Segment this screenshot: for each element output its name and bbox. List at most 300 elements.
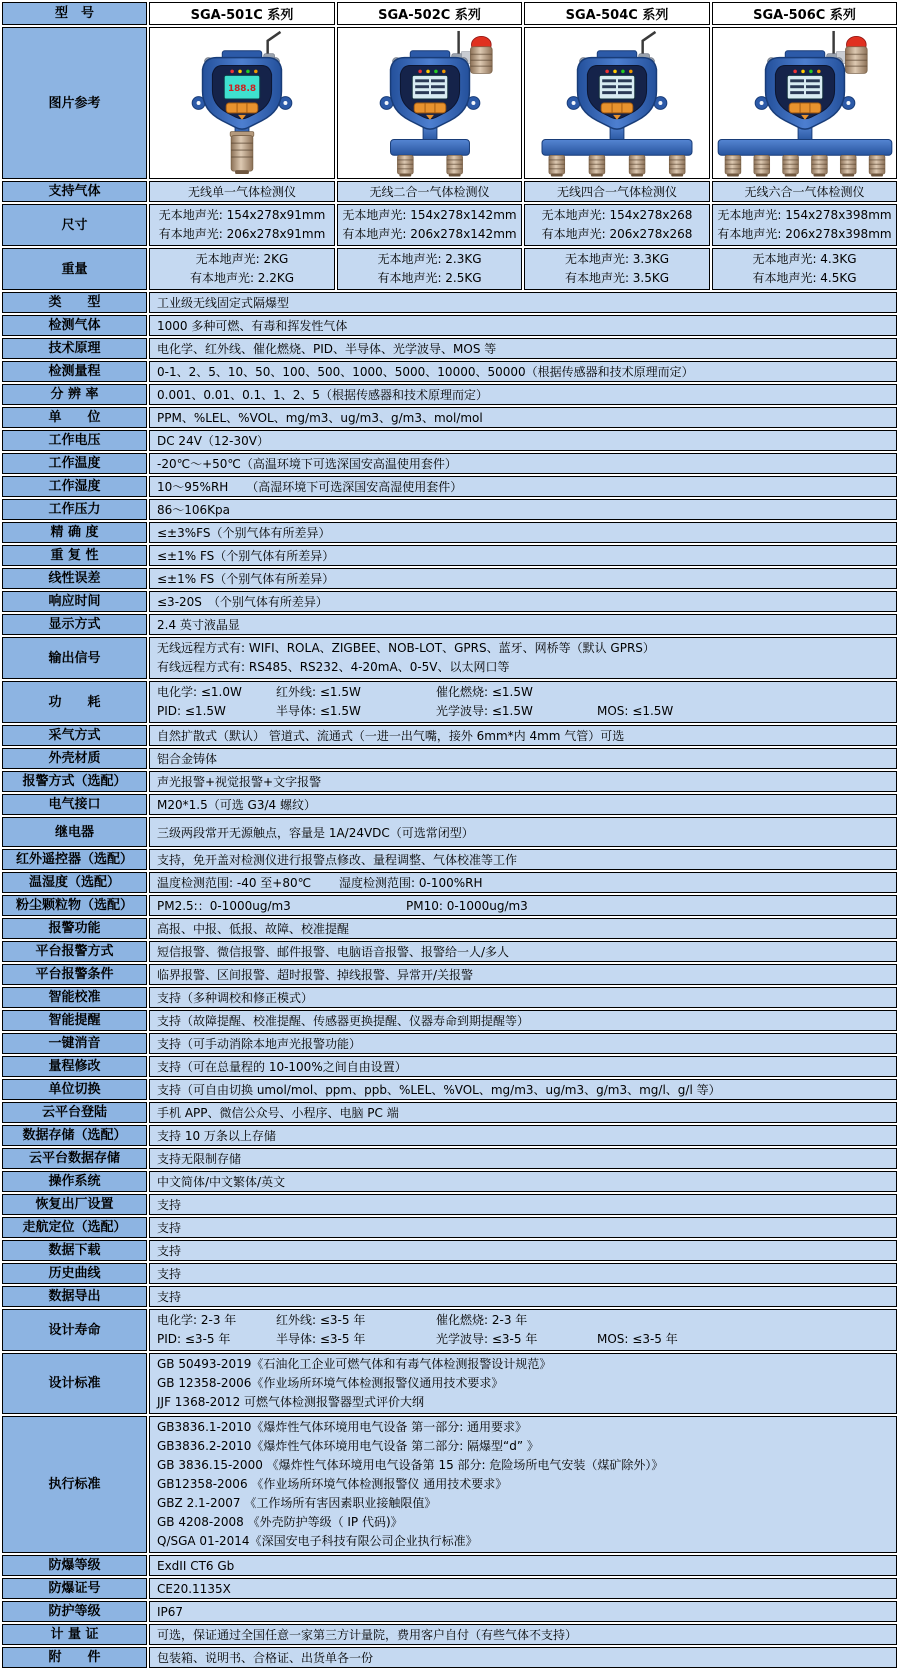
- gas-sensor-probe: [669, 155, 685, 176]
- value-line: 支持: [157, 1244, 182, 1258]
- table-row: [2, 361, 897, 382]
- row-label: 分 辨 率: [2, 384, 147, 405]
- value-segment: 半导体: ≤3-5 年: [276, 1332, 366, 1346]
- row-label: 防爆证号: [2, 1578, 147, 1599]
- row-label: 设计标准: [2, 1353, 147, 1414]
- row-label: 报警功能: [2, 918, 147, 939]
- table-row: [2, 1416, 897, 1553]
- row-label: 采气方式: [2, 725, 147, 746]
- row-value: [149, 361, 897, 382]
- row-label: 工作压力: [2, 499, 147, 520]
- value-line: 有线远程方式有: RS485、RS232、4-20mA、0-5V、以太网口等: [157, 660, 510, 674]
- value-line: 铝合金铸体: [157, 752, 218, 766]
- value-line: 电化学、红外线、催化燃烧、PID、半导体、光学波导、MOS 等: [157, 342, 497, 356]
- product-image-cell: [712, 27, 897, 179]
- value-line: [157, 683, 889, 702]
- row-label: 粉尘颗粒物（选配）: [2, 895, 147, 916]
- value-segment: 光学波导: ≤3-5 年: [436, 1332, 538, 1346]
- value-line: 有本地声光: 206x278x142mm: [342, 227, 517, 241]
- row-label: 平台报警方式: [2, 941, 147, 962]
- value-line: ≤±1% FS（个别气体有所差异）: [157, 572, 335, 586]
- value-line: 支持（多种调校和修正模式）: [157, 991, 314, 1005]
- product-image-cell: [524, 27, 710, 179]
- table-row: [2, 964, 897, 985]
- value-segment: PID: ≤3-5 年: [157, 1332, 231, 1346]
- row-value: [149, 1010, 897, 1031]
- value-line: 无本地声光: 4.3KG: [752, 252, 857, 266]
- model-header-row: [2, 2, 897, 25]
- row-value: [149, 1601, 897, 1622]
- gas-sensor-probe: [782, 155, 798, 176]
- row-value: [149, 1079, 897, 1100]
- wireless-4in1-gas-detector-illustration: [526, 28, 708, 178]
- row-label: 重 复 性: [2, 545, 147, 566]
- row-value: [524, 248, 710, 290]
- row-value: [149, 315, 897, 336]
- table-row: [2, 1578, 897, 1599]
- gas-sensor-probe: [725, 155, 741, 176]
- row-value: [149, 614, 897, 635]
- row-value: [149, 338, 897, 359]
- value-line: JJF 1368-2012 可燃气体检测报警器型式评价大纲: [157, 1395, 425, 1409]
- value-line: 支持，免开盖对检测仪进行报警点修改、量程调整、气体校准等工作: [157, 853, 518, 867]
- gas-sensor-probe: [589, 155, 605, 176]
- table-row: [2, 1125, 897, 1146]
- row-label: 精 确 度: [2, 522, 147, 543]
- value-line: 有本地声光: 2.2KG: [189, 271, 295, 285]
- value-segment: 催化燃烧: 2-3 年: [436, 1313, 528, 1327]
- row-value: [149, 637, 897, 679]
- value-line: PPM、%LEL、%VOL、mg/m3、ug/m3、g/m3、mol/mol: [157, 411, 483, 425]
- row-value: [149, 872, 897, 893]
- value-segment: MOS: ≤1.5W: [597, 704, 674, 718]
- value-segment: 温度检测范围: -40 至+80℃: [157, 876, 312, 890]
- table-row: [2, 1601, 897, 1622]
- value-segment: 红外线: ≤1.5W: [276, 685, 361, 699]
- row-label: 历史曲线: [2, 1263, 147, 1284]
- row-value: [149, 1217, 897, 1238]
- table-row: [2, 315, 897, 336]
- gas-sensor-probe: [811, 155, 827, 176]
- value-segment: 湿度检测范围: 0-100%RH: [339, 876, 483, 890]
- model-header-1: SGA-502C 系列: [337, 2, 522, 25]
- keypad: [226, 103, 258, 113]
- table-row: [2, 545, 897, 566]
- value-line: 无线远程方式有: WIFI、ROLA、ZIGBEE、NOB-LOT、GPRS、蓝牙、网桥等（默认 GPRS）: [157, 641, 655, 655]
- value-line: [157, 1330, 889, 1349]
- value-line: ≤±3%FS（个别气体有所差异）: [157, 526, 331, 540]
- row-label: 重量: [2, 248, 147, 290]
- value-line: 1000 多种可燃、有毒和挥发性气体: [157, 319, 348, 333]
- row-value: [524, 204, 710, 246]
- row-value: [149, 1194, 897, 1215]
- gas-sensor-probe: [753, 155, 769, 176]
- value-line: 有本地声光: 206x278x398mm: [717, 227, 892, 241]
- row-label: 工作电压: [2, 430, 147, 451]
- value-line: 工业级无线固定式隔爆型: [157, 296, 290, 310]
- row-label: 数据导出: [2, 1286, 147, 1307]
- spec-table-body: [2, 2, 897, 1668]
- row-value: [149, 918, 897, 939]
- table-row: [2, 895, 897, 916]
- value-line: 0-1、2、5、10、50、100、500、1000、5000、10000、50000（根据传感器和技术原理而定）: [157, 365, 694, 379]
- table-row: [2, 817, 897, 847]
- value-line: 无本地声光: 154x278x398mm: [717, 208, 892, 222]
- row-value: [149, 1555, 897, 1576]
- value-line: 手机 APP、微信公众号、小程序、电脑 PC 端: [157, 1106, 399, 1120]
- row-label: 附 件: [2, 1647, 147, 1668]
- row-value: [149, 1309, 897, 1351]
- value-line: ExdII CT6 Gb: [157, 1558, 235, 1573]
- row-label: 工作湿度: [2, 476, 147, 497]
- value-line: 三级两段常开无源触点，容量是 1A/24VDC（可选常闭型）: [157, 825, 474, 840]
- value-line: 支持无限制存储: [157, 1152, 242, 1166]
- table-row: [2, 1056, 897, 1077]
- product-image-cell: [337, 27, 522, 179]
- value-line: 高报、中报、低报、故障、校准提醒: [157, 922, 350, 936]
- row-value: [149, 407, 897, 428]
- row-label: 单位切换: [2, 1079, 147, 1100]
- row-label: 电气接口: [2, 794, 147, 815]
- row-value: [149, 1353, 897, 1414]
- value-segment: 光学波导: ≤1.5W: [436, 704, 533, 718]
- value-segment: 催化燃烧: ≤1.5W: [436, 685, 533, 699]
- gas-sensor-probe: [629, 155, 645, 176]
- table-row: [2, 849, 897, 870]
- table-row: [2, 1171, 897, 1192]
- table-row: [2, 407, 897, 428]
- table-row: [2, 1217, 897, 1238]
- row-label: 显示方式: [2, 614, 147, 635]
- table-row: [2, 181, 897, 202]
- value-line: 短信报警、微信报警、邮件报警、电脑语音报警、报警给一人/多人: [157, 945, 510, 959]
- value-line: 86～106Kpa: [157, 503, 231, 517]
- row-label: 工作温度: [2, 453, 147, 474]
- row-value: [149, 1033, 897, 1054]
- row-label: 操作系统: [2, 1171, 147, 1192]
- table-row: [2, 681, 897, 723]
- keypad: [601, 103, 633, 113]
- row-value: [149, 895, 897, 916]
- row-value: [149, 453, 897, 474]
- gas-sensor-probe: [446, 155, 462, 176]
- value-line: GB12358-2006 《作业场所环境气体检测报警仪 通用技术要求》: [157, 1477, 508, 1491]
- row-value: [149, 1171, 897, 1192]
- value-line: 无本地声光: 154x278x268: [541, 208, 693, 222]
- table-row: [2, 591, 897, 612]
- table-row: [2, 1079, 897, 1100]
- row-value: [149, 1647, 897, 1668]
- value-line: 无本地声光: 2.3KG: [377, 252, 482, 266]
- model-header-label: 型 号: [2, 2, 147, 25]
- row-value: [149, 591, 897, 612]
- value-line: 0.001、0.01、0.1、1、2、5（根据传感器和技术原理而定）: [157, 388, 489, 402]
- value-segment: 电化学: 2-3 年: [157, 1313, 237, 1327]
- row-label: 线性误差: [2, 568, 147, 589]
- value-line: 10～95%RH （高湿环境下可选深国安高湿使用套件）: [157, 480, 463, 494]
- model-header-2: SGA-504C 系列: [524, 2, 710, 25]
- row-value: 无线二合一气体检测仪: [337, 181, 522, 202]
- table-row: [2, 522, 897, 543]
- row-label: 支持气体: [2, 181, 147, 202]
- manifold-bar: [390, 140, 469, 156]
- row-value: [149, 1240, 897, 1261]
- row-value: [337, 248, 522, 290]
- row-value: [149, 204, 335, 246]
- table-row: [2, 748, 897, 769]
- wireless-single-gas-detector-illustration: [151, 28, 333, 178]
- row-label: 云平台登陆: [2, 1102, 147, 1123]
- row-label: 类 型: [2, 292, 147, 313]
- table-row: [2, 1010, 897, 1031]
- value-line: 支持（可自由切换 umol/mol、ppm、ppb、%LEL、%VOL、mg/m3、ug/m3、g/m3、mg/l、g/l 等）: [157, 1083, 721, 1097]
- row-value: [149, 771, 897, 792]
- row-label: 红外遥控器（选配）: [2, 849, 147, 870]
- row-label: 防爆等级: [2, 1555, 147, 1576]
- table-row: [2, 453, 897, 474]
- value-segment: PM10: 0-1000ug/m3: [406, 899, 528, 913]
- row-label: 响应时间: [2, 591, 147, 612]
- table-row: [2, 872, 897, 893]
- value-line: 有本地声光: 3.5KG: [564, 271, 670, 285]
- row-value: [149, 384, 897, 405]
- value-line: GBZ 2.1-2007 《工作场所有害因素职业接触限值》: [157, 1496, 437, 1510]
- row-value: [149, 1416, 897, 1553]
- table-row: [2, 987, 897, 1008]
- value-line: 中文简体/中文繁体/英文: [157, 1175, 286, 1189]
- manifold-bar: [718, 140, 892, 156]
- value-line: GB 50493-2019《石油化工企业可燃气体和有毒气体检测报警设计规范》: [157, 1357, 552, 1371]
- table-row: [2, 918, 897, 939]
- row-value: [149, 430, 897, 451]
- value-line: 临界报警、区间报警、超时报警、掉线报警、异常开/关报警: [157, 968, 474, 982]
- table-row: [2, 725, 897, 746]
- value-line: 有本地声光: 206x278x91mm: [158, 227, 326, 241]
- table-row: [2, 499, 897, 520]
- value-line: 无本地声光: 154x278x142mm: [342, 208, 517, 222]
- value-line: 无本地声光: 3.3KG: [564, 252, 670, 266]
- table-row: [2, 1033, 897, 1054]
- table-row: [2, 1148, 897, 1169]
- table-row: [2, 1102, 897, 1123]
- row-value: [149, 817, 897, 847]
- model-header-0: SGA-501C 系列: [149, 2, 335, 25]
- table-row: [2, 794, 897, 815]
- row-label: 防护等级: [2, 1601, 147, 1622]
- row-value: [149, 964, 897, 985]
- table-row: [2, 1624, 897, 1645]
- row-value: 无线单一气体检测仪: [149, 181, 335, 202]
- row-label: 功 耗: [2, 681, 147, 723]
- product-image-row: [2, 27, 897, 179]
- table-row: [2, 614, 897, 635]
- table-row: [2, 1286, 897, 1307]
- row-label: 报警方式（选配）: [2, 771, 147, 792]
- value-line: 声光报警+视觉报警+文字报警: [157, 775, 322, 789]
- table-row: [2, 204, 897, 246]
- model-header-3: SGA-506C 系列: [712, 2, 897, 25]
- row-value: [149, 568, 897, 589]
- row-label: 智能提醒: [2, 1010, 147, 1031]
- table-row: [2, 338, 897, 359]
- value-segment: MOS: ≤3-5 年: [597, 1332, 678, 1346]
- value-line: 2.4 英寸液晶显: [157, 618, 240, 632]
- row-value: [149, 1148, 897, 1169]
- gas-sensor-probe: [869, 155, 885, 176]
- keypad: [414, 103, 446, 113]
- row-value: [149, 1263, 897, 1284]
- row-value: [149, 725, 897, 746]
- table-row: [2, 1263, 897, 1284]
- table-row: [2, 771, 897, 792]
- table-row: [2, 248, 897, 290]
- row-value: [712, 248, 897, 290]
- row-label: 平台报警条件: [2, 964, 147, 985]
- value-line: [157, 1311, 889, 1330]
- value-line: 包装箱、说明书、合格证、出货单各一份: [157, 1651, 374, 1665]
- value-line: GB3836.1-2010《爆炸性气体环境用电气设备 第一部分: 通用要求》: [157, 1420, 528, 1434]
- row-value: [149, 681, 897, 723]
- row-label: 量程修改: [2, 1056, 147, 1077]
- row-label: 数据存储（选配）: [2, 1125, 147, 1146]
- svg-text:188.8: 188.8: [227, 84, 257, 95]
- row-label: 走航定位（选配）: [2, 1217, 147, 1238]
- table-row: [2, 568, 897, 589]
- row-value: [149, 748, 897, 769]
- value-segment: 电化学: ≤1.0W: [157, 685, 242, 699]
- row-label: 输出信号: [2, 637, 147, 679]
- table-row: [2, 476, 897, 497]
- value-line: ≤±1% FS（个别气体有所差异）: [157, 549, 335, 563]
- row-value: [149, 292, 897, 313]
- value-line: -20℃～+50℃（高温环境下可选深国安高温使用套件）: [157, 457, 457, 471]
- row-label: 恢复出厂设置: [2, 1194, 147, 1215]
- table-row: [2, 384, 897, 405]
- value-line: GB3836.2-2010《爆炸性气体环境用电气设备 第二部分: 隔爆型“d” 》: [157, 1439, 539, 1453]
- keypad: [789, 103, 821, 113]
- row-value: [149, 849, 897, 870]
- row-value: [149, 941, 897, 962]
- value-line: 支持（可在总量程的 10-100%之间自由设置）: [157, 1060, 407, 1074]
- value-line: 无本地声光: 154x278x91mm: [158, 208, 326, 222]
- value-segment: 红外线: ≤3-5 年: [276, 1313, 366, 1327]
- table-row: [2, 941, 897, 962]
- value-line: [157, 897, 889, 914]
- value-line: 支持（故障提醒、校准提醒、传感器更换提醒、仪器寿命到期提醒等）: [157, 1014, 530, 1028]
- row-value: 无线四合一气体检测仪: [524, 181, 710, 202]
- row-value: [149, 1578, 897, 1599]
- table-row: [2, 1353, 897, 1414]
- table-row: [2, 1555, 897, 1576]
- row-value: [149, 499, 897, 520]
- value-line: 可选，保证通过全国任意一家第三方计量院，费用客户自付（有些气体不支持）: [157, 1628, 578, 1642]
- row-value: [149, 545, 897, 566]
- product-image-cell: [149, 27, 335, 179]
- value-segment: PM2.5:：0-1000ug/m3: [157, 899, 291, 913]
- value-line: 支持（可手动消除本地声光报警功能）: [157, 1037, 362, 1051]
- value-line: IP67: [157, 1604, 184, 1619]
- row-value: [149, 1286, 897, 1307]
- row-label: 继电器: [2, 817, 147, 847]
- row-value: [149, 794, 897, 815]
- value-line: GB 12358-2006《作业场所环境气体检测报警仪通用技术要求》: [157, 1376, 504, 1390]
- value-line: GB 4208-2008 《外壳防护等级（ IP 代码)》: [157, 1515, 403, 1529]
- row-value: [149, 1056, 897, 1077]
- row-label: 设计寿命: [2, 1309, 147, 1351]
- row-label: 技术原理: [2, 338, 147, 359]
- row-label: 智能校准: [2, 987, 147, 1008]
- value-line: 有本地声光: 2.5KG: [377, 271, 482, 285]
- value-line: 支持: [157, 1290, 182, 1304]
- row-value: 无线六合一气体检测仪: [712, 181, 897, 202]
- value-line: GB 3836.15-2000 《爆炸性气体环境用电气设备第 15 部分: 危险场所电气安装（煤矿除外）》: [157, 1458, 664, 1472]
- row-label: 检测量程: [2, 361, 147, 382]
- value-line: CE20.1135X: [157, 1581, 231, 1596]
- table-row: [2, 1309, 897, 1351]
- row-value: [149, 1125, 897, 1146]
- table-row: [2, 1647, 897, 1668]
- row-value: [149, 522, 897, 543]
- row-value: [149, 1624, 897, 1645]
- value-line: 支持: [157, 1267, 182, 1281]
- value-segment: 半导体: ≤1.5W: [276, 704, 361, 718]
- value-line: 有本地声光: 206x278x268: [541, 227, 693, 241]
- row-value: [149, 248, 335, 290]
- value-line: Q/SGA 01-2014《深国安电子科技有限公司企业执行标准》: [157, 1534, 478, 1548]
- value-line: 自然扩散式（默认） 管道式、流通式（一进一出气嘴，接外 6mm*内 4mm 气管）可选: [157, 729, 625, 743]
- gas-sensor-probe: [230, 132, 254, 174]
- wireless-6in1-gas-detector-illustration: [714, 28, 896, 178]
- value-line: 有本地声光: 4.5KG: [752, 271, 857, 285]
- table-row: [2, 637, 897, 679]
- row-value: [149, 1102, 897, 1123]
- value-line: M20*1.5（可选 G3/4 螺纹）: [157, 798, 316, 812]
- table-row: [2, 1194, 897, 1215]
- row-label: 温湿度（选配）: [2, 872, 147, 893]
- row-label: 单 位: [2, 407, 147, 428]
- value-line: [157, 874, 889, 891]
- row-label: 检测气体: [2, 315, 147, 336]
- table-row: [2, 1240, 897, 1261]
- value-line: 支持 10 万条以上存储: [157, 1129, 276, 1143]
- row-value: [149, 476, 897, 497]
- value-line: ≤3-20S （个别气体有所差异）: [157, 595, 328, 609]
- row-label: 图片参考: [2, 27, 147, 179]
- manifold-bar: [542, 140, 692, 156]
- row-label: 数据下载: [2, 1240, 147, 1261]
- row-value: [712, 204, 897, 246]
- wireless-2in1-gas-detector-illustration: [339, 28, 521, 178]
- row-label: 一键消音: [2, 1033, 147, 1054]
- value-segment: PID: ≤1.5W: [157, 704, 226, 718]
- row-label: 计 量 证: [2, 1624, 147, 1645]
- table-row: [2, 430, 897, 451]
- row-value: [337, 204, 522, 246]
- value-line: DC 24V（12-30V）: [157, 434, 269, 448]
- table-row: [2, 292, 897, 313]
- value-line: [157, 702, 889, 721]
- row-value: [149, 987, 897, 1008]
- gas-sensor-probe: [840, 155, 856, 176]
- value-line: 支持: [157, 1198, 182, 1212]
- value-line: 支持: [157, 1221, 182, 1235]
- row-label: 尺寸: [2, 204, 147, 246]
- gas-sensor-probe: [549, 155, 565, 176]
- row-label: 执行标准: [2, 1416, 147, 1553]
- row-label: 外壳材质: [2, 748, 147, 769]
- row-label: 云平台数据存储: [2, 1148, 147, 1169]
- gas-sensor-probe: [397, 155, 413, 176]
